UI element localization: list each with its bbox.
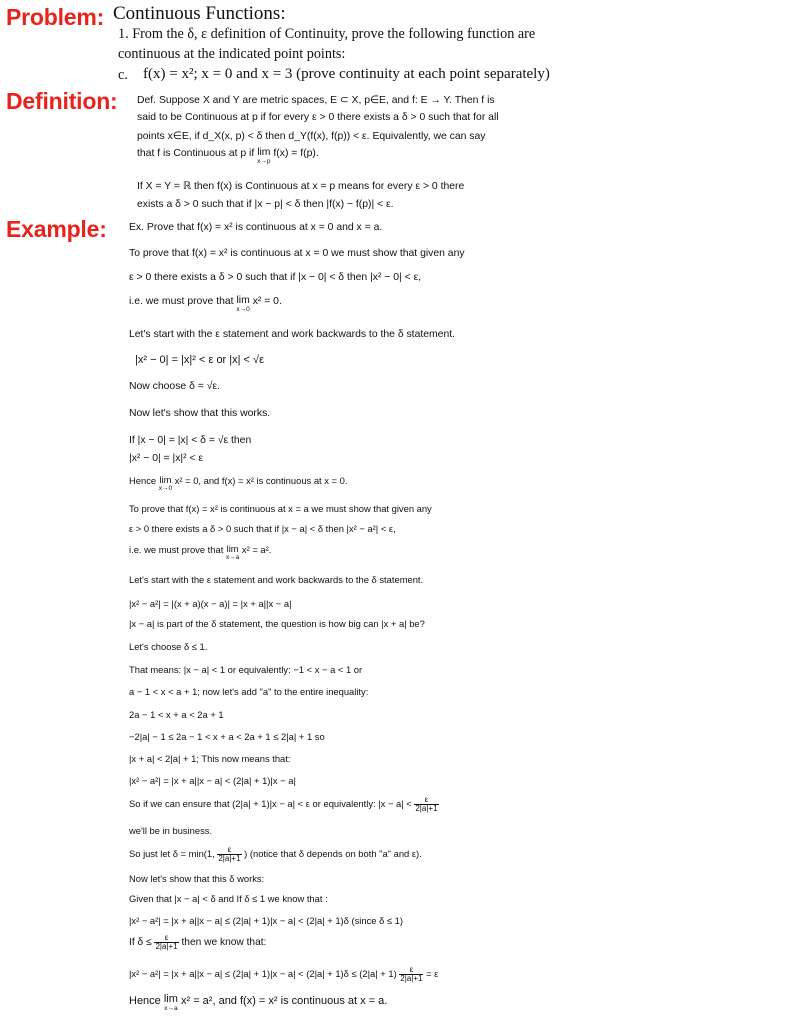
- limit-word: lim: [163, 993, 178, 1005]
- fraction-denominator: 2|a|+1: [400, 974, 423, 983]
- problem-line-2: continuous at the indicated point points:: [118, 46, 346, 62]
- example-line-23: |x + a| < 2|a| + 1; This now means that:: [129, 753, 291, 764]
- example-line-7: Now choose δ = √ε.: [129, 381, 220, 392]
- limit-word: lim: [236, 295, 250, 306]
- fraction-epsilon-over-2a-plus-1: [399, 966, 423, 983]
- example-line-20: a − 1 < x < a + 1; now let's add "a" to the entire inequality:: [129, 686, 369, 697]
- fraction-denominator: 2|a|+1: [218, 854, 241, 863]
- example-line-12: To prove that f(x) = x² is continuous at x = a we must show that given any: [129, 503, 432, 514]
- example-line-4-text: i.e. we must prove that: [129, 296, 234, 307]
- definition-line-3: points x∈E, if d_X(x, p) < δ then d_Y(f(x), f(p)) < ε. Equivalently, we can say: [137, 131, 486, 142]
- example-line-4: [129, 296, 282, 314]
- definition-line-4-end: f(x) = f(p).: [273, 148, 319, 159]
- example-line-14-text: i.e. we must prove that: [129, 544, 224, 555]
- example-line-19: That means: |x − a| < 1 or equivalently: −1 < x − a < 1 or: [129, 664, 363, 675]
- example-line-28: Now let's show that this δ works:: [129, 873, 265, 884]
- limit-subscript: x→a: [225, 554, 240, 561]
- definition-line-5: If X = Y = ℝ then f(x) is Continuous at x = p means for every ε > 0 there: [137, 181, 465, 192]
- example-line-1: Ex. Prove that f(x) = x² is continuous at x = 0 and x = a.: [129, 222, 383, 233]
- example-label: Example:: [6, 216, 107, 242]
- example-line-9: If |x − 0| = |x| < δ = √ε then: [129, 435, 252, 446]
- example-line-5: Let's start with the ε statement and work backwards to the δ statement.: [129, 329, 456, 340]
- example-line-31: [129, 934, 266, 951]
- example-line-24: |x² − a²| = |x + a||x − a| < (2|a| + 1)|x − a|: [129, 775, 296, 786]
- definition-line-4: [137, 148, 319, 166]
- limit-subscript: x→0: [158, 485, 173, 492]
- problem-part-c-body: f(x) = x²; x = 0 and x = 3 (prove continuity at each point separately): [143, 66, 550, 82]
- example-line-11-end: x² = 0, and f(x) = x² is continuous at x = 0.: [174, 475, 348, 486]
- limit-subscript: x→0: [236, 306, 250, 313]
- fraction-epsilon-over-2a-plus-1: [414, 796, 438, 813]
- limit-subscript: x→a: [164, 1005, 178, 1012]
- example-line-8: Now let's show that this works.: [129, 408, 271, 419]
- example-line-25-text: So if we can ensure that (2|a| + 1)|x − a| < ε or equivalently: |x − a| <: [129, 797, 412, 809]
- definition-line-6: exists a δ > 0 such that if |x − p| < δ then |f(x) − f(p)| < ε.: [137, 199, 394, 210]
- definition-line-1: Def. Suppose X and Y are metric spaces, E ⊂ X, p∈E, and f: E → Y. Then f is: [137, 95, 495, 106]
- problem-label: Problem:: [6, 4, 105, 30]
- limit-word: lim: [159, 474, 172, 485]
- example-line-4-end: x² = 0.: [252, 296, 282, 307]
- example-line-32-text: |x² − a²| = |x + a||x − a| ≤ (2|a| + 1)|x − a| < (2|a| + 1)δ ≤ (2|a| + 1): [129, 967, 397, 979]
- limit-subscript: x→p: [257, 158, 271, 165]
- example-line-32-end: = ε: [426, 967, 439, 979]
- example-line-32: [129, 966, 438, 983]
- definition-line-2: said to be Continuous at p if for every ε > 0 there exists a δ > 0 such that for all: [137, 112, 499, 123]
- problem-part-c-label: c.: [118, 67, 128, 83]
- problem-line-1: 1. From the δ, ε definition of Continuity, prove the following function are: [118, 26, 536, 42]
- fraction-numerator: ε: [154, 934, 178, 943]
- example-line-11: [129, 475, 347, 493]
- example-line-26: we'll be in business.: [129, 825, 213, 836]
- limit-expression: [236, 296, 249, 314]
- example-line-27-text: So just let δ = min(1,: [129, 847, 215, 859]
- limit-expression: [257, 148, 270, 166]
- example-line-14: [129, 544, 271, 562]
- example-line-11-text: Hence: [129, 475, 157, 486]
- fraction-denominator: 2|a|+1: [155, 942, 178, 951]
- example-line-3: ε > 0 there exists a δ > 0 such that if |x − 0| < δ then |x² − 0| < ε,: [129, 272, 422, 283]
- fraction-numerator: ε: [399, 966, 423, 975]
- example-line-33: [129, 995, 387, 1013]
- example-line-21: 2a − 1 < x + a < 2a + 1: [129, 709, 224, 720]
- limit-expression: [226, 544, 239, 562]
- example-line-15: Let's start with the ε statement and work backwards to the δ statement.: [129, 574, 424, 585]
- limit-expression: [164, 995, 178, 1013]
- example-line-27-end: ) (notice that δ depends on both "a" and ε).: [244, 847, 422, 859]
- fraction-denominator: 2|a|+1: [415, 804, 438, 813]
- limit-word: lim: [226, 543, 239, 554]
- limit-word: lim: [257, 147, 271, 158]
- definition-label: Definition:: [6, 88, 118, 114]
- example-line-30: |x² − a²| = |x + a||x − a| ≤ (2|a| + 1)|x − a| < (2|a| + 1)δ (since δ ≤ 1): [129, 915, 404, 926]
- fraction-epsilon-over-2a-plus-1: [217, 846, 241, 863]
- example-line-25: [129, 796, 439, 813]
- example-line-18: Let's choose δ ≤ 1.: [129, 641, 208, 652]
- example-line-17: |x − a| is part of the δ statement, the question is how big can |x + a| be?: [129, 618, 425, 629]
- example-line-29: Given that |x − a| < δ and If δ ≤ 1 we know that :: [129, 893, 328, 904]
- fraction-numerator: ε: [414, 796, 438, 805]
- example-line-31-end: then we know that:: [181, 937, 267, 949]
- example-line-13: ε > 0 there exists a δ > 0 such that if |x − a| < δ then |x² − a²| < ε,: [129, 523, 396, 534]
- example-line-27: [129, 846, 422, 863]
- example-line-10: |x² − 0| = |x|² < ε: [129, 453, 204, 464]
- example-line-33-end: x² = a², and f(x) = x² is continuous at x = a.: [180, 995, 388, 1007]
- fraction-numerator: ε: [217, 846, 241, 855]
- example-line-16: |x² − a²| = |(x + a)(x − a)| = |x + a||x − a|: [129, 598, 292, 609]
- problem-title: Continuous Functions:: [113, 3, 286, 24]
- example-line-14-end: x² = a².: [241, 544, 272, 555]
- example-line-33-text: Hence: [129, 995, 161, 1007]
- limit-expression: [159, 475, 172, 493]
- example-line-6: |x² − 0| = |x|² < ε or |x| < √ε: [135, 354, 264, 366]
- example-line-22: −2|a| − 1 ≤ 2a − 1 < x + a < 2a + 1 ≤ 2|a| + 1 so: [129, 731, 325, 742]
- definition-line-4-text: that f is Continuous at p if: [137, 148, 255, 159]
- example-line-2: To prove that f(x) = x² is continuous at x = 0 we must show that given any: [129, 248, 465, 259]
- example-line-31-text: If δ ≤: [129, 937, 152, 949]
- fraction-epsilon-over-2a-plus-1: [154, 934, 178, 951]
